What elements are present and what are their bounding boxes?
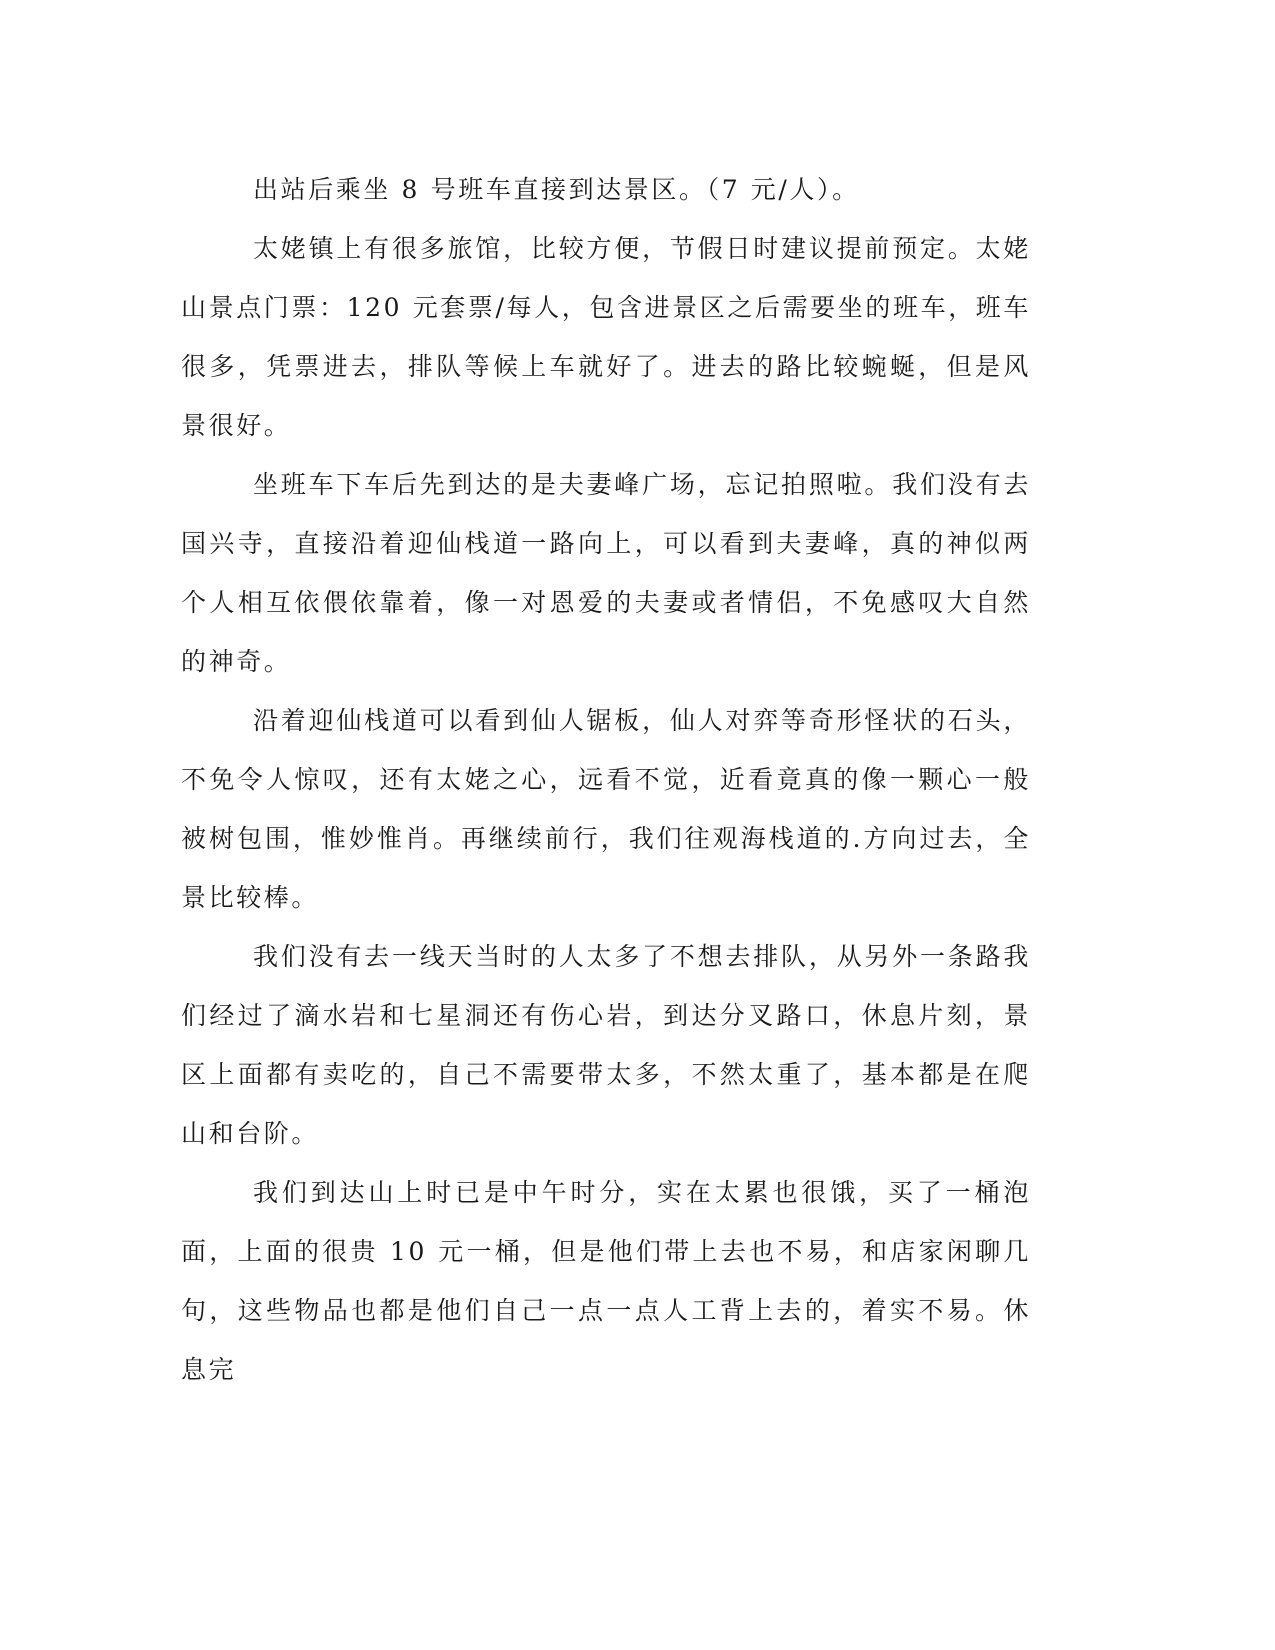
paragraph-6: 我们到达山上时已是中午时分，实在太累也很饿，买了一桶泡面，上面的很贵 10 元一桶，但是他们带上去也不易，和店家闲聊几句，这些物品也都是他们自己一点一点人工背上去的，着实不易。休息完 <box>181 1178 1031 1384</box>
paragraph-4: 沿着迎仙栈道可以看到仙人锯板，仙人对弈等奇形怪状的石头，不免令人惊叹，还有太姥之心，远看不觉，近看竟真的像一颗心一般被树包围，惟妙惟肖。再继续前行，我们往观海栈道的.方向过去，全景比较棒。 <box>181 706 1031 912</box>
paragraph-3: 坐班车下车后先到达的是夫妻峰广场，忘记拍照啦。我们没有去国兴寺，直接沿着迎仙栈道一路向上，可以看到夫妻峰，真的神似两个人相互依偎依靠着，像一对恩爱的夫妻或者情侣，不免感叹大自然的神奇。 <box>181 470 1031 676</box>
paragraph-1: 出站后乘坐 8 号班车直接到达景区。（7 元/人）。 <box>253 175 860 204</box>
document-body <box>181 160 1031 1399</box>
paragraph-5: 我们没有去一线天当时的人太多了不想去排队，从另外一条路我们经过了滴水岩和七星洞还有伤心岩，到达分叉路口，休息片刻，景区上面都有卖吃的，自己不需要带太多，不然太重了，基本都是在爬山和台阶。 <box>181 942 1031 1148</box>
paragraph-2: 太姥镇上有很多旅馆，比较方便，节假日时建议提前预定。太姥山景点门票：120 元套票/每人，包含进景区之后需要坐的班车，班车很多，凭票进去，排队等候上车就好了。进去的路比较蜿蜒，但是风景很好。 <box>181 234 1031 440</box>
